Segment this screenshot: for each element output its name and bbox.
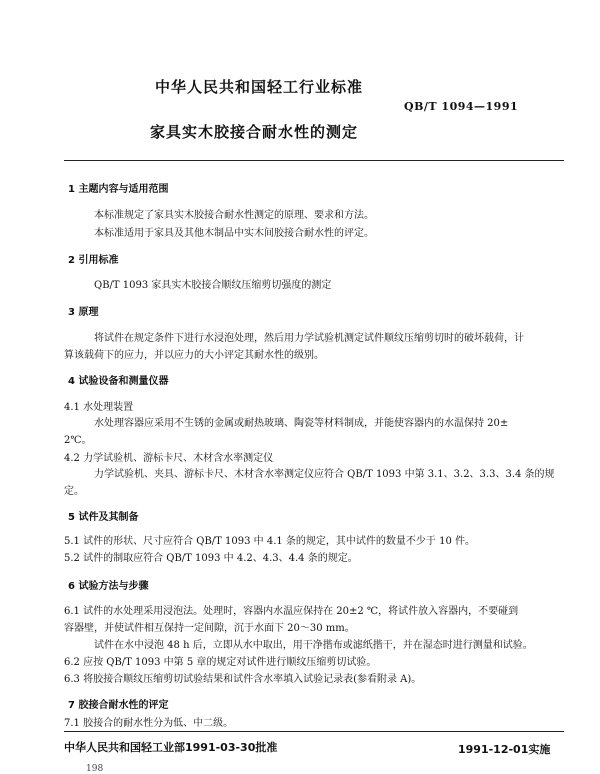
section-3-line-1: 将试件在规定条件下进行水浸泡处理，然后用力学试验机测定试件顺纹压缩剪切时的破坏载荷，计 bbox=[94, 333, 524, 344]
section-5-heading: 5 试件及其制备 bbox=[68, 512, 139, 523]
section-2-heading: 2 引用标准 bbox=[68, 255, 119, 266]
section-1-paragraph-1: 本标准规定了家具实木胶接合耐水性测定的原理、要求和方法。 bbox=[94, 210, 374, 221]
section-4-1-line-2: 2℃。 bbox=[64, 435, 92, 446]
section-4-2-line-1: 力学试验机、夹具、游标卡尺、木材含水率测定仪应符合 QB/T 1093 中第 3.1、3.2、3.3、3.4 条的规 bbox=[94, 469, 555, 480]
section-1-paragraph-2: 本标准适用于家具及其他木制品中实木间胶接合耐水性的评定。 bbox=[94, 228, 374, 239]
section-4-2-line-2: 定。 bbox=[64, 486, 84, 497]
section-4-1-line-1: 水处理容器应采用不生锈的金属或耐热玻璃、陶瓷等材料制成，并能使容器内的水温保持 20± bbox=[94, 418, 509, 429]
section-6-1-line-3: 试件在水中浸泡 48 h 后，立即从水中取出，用干净揩布或滤纸揩干，并在湿态时进行测量和试验。 bbox=[94, 640, 533, 651]
section-3-line-2: 算该载荷下的应力，并以应力的大小评定其耐水性的级别。 bbox=[64, 350, 324, 361]
section-6-heading: 6 试验方法与步骤 bbox=[68, 581, 149, 592]
section-5-1: 5.1 试件的形状、尺寸应符合 QB/T 1093 中 4.1 条的规定，其中试件的数量不少于 10 件。 bbox=[64, 536, 475, 547]
section-4-heading: 4 试验设备和测量仪器 bbox=[68, 376, 169, 387]
section-4-2-title: 4.2 力学试验机、游标卡尺、木材含水率测定仪 bbox=[64, 453, 274, 464]
section-6-2: 6.2 应按 QB/T 1093 中第 5 章的规定对试件进行顺纹压缩剪切试验。 bbox=[64, 657, 377, 668]
approval-date: 中华人民共和国轻工业部1991-03-30批准 bbox=[64, 741, 278, 754]
section-6-1-line-1: 6.1 试件的水处理采用浸泡法。处理时，容器内水温应保持在 20±2 ℃，将试件放入容器内，不要碰到 bbox=[64, 606, 519, 617]
section-6-3: 6.3 将胶接合顺纹压缩剪切试验结果和试件含水率填入试验记录表(参看附录 A)。 bbox=[64, 674, 422, 685]
section-2-reference: QB/T 1093 家具实木胶接合顺纹压缩剪切强度的测定 bbox=[94, 280, 332, 291]
page-number: 198 bbox=[86, 764, 104, 774]
section-7-heading: 7 胶接合耐水性的评定 bbox=[68, 700, 169, 711]
section-5-2: 5.2 试件的制取应符合 QB/T 1093 中 4.2、4.3、4.4 条的规定。 bbox=[64, 553, 358, 564]
org-title: 中华人民共和国轻工行业标准 bbox=[155, 78, 364, 96]
section-1-heading: 1 主题内容与适用范围 bbox=[68, 184, 169, 195]
bottom-divider bbox=[64, 731, 564, 732]
top-divider bbox=[64, 160, 564, 161]
document-title: 家具实木胶接合耐水性的测定 bbox=[150, 123, 359, 141]
section-6-1-line-2: 容器壁，并使试件相互保持一定间隙，沉于水面下 20～30 mm。 bbox=[64, 623, 355, 634]
section-4-1-title: 4.1 水处理装置 bbox=[64, 402, 134, 413]
standard-number: QB/T 1094—1991 bbox=[404, 100, 519, 113]
section-3-heading: 3 原理 bbox=[68, 307, 99, 318]
section-7-1: 7.1 胶接合的耐水性分为低、中二级。 bbox=[64, 718, 234, 729]
effective-date: 1991-12-01实施 bbox=[458, 743, 551, 756]
